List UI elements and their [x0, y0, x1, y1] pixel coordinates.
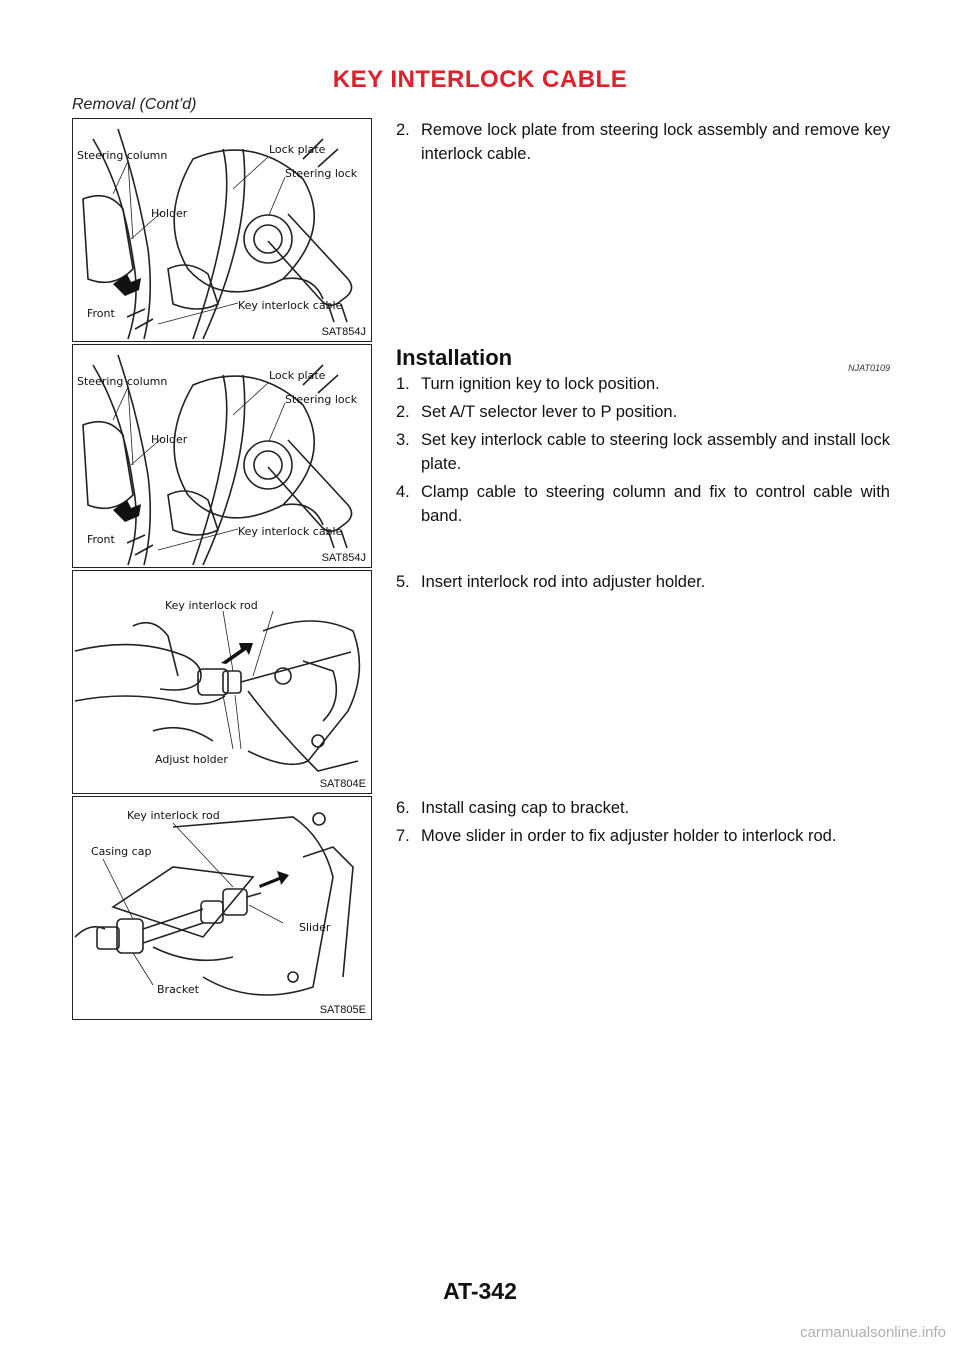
label-lock-plate: Lock plate	[269, 143, 326, 156]
step-item	[396, 824, 890, 848]
section-title: Installation	[396, 345, 513, 370]
figure-steering-lock-1	[72, 118, 372, 342]
label-steering-column: Steering column	[77, 149, 168, 162]
page-number: AT-342	[443, 1278, 517, 1304]
step-text: Install casing cap to bracket.	[421, 799, 630, 817]
step-text: Move slider in order to fix adjuster holder to interlock rod.	[421, 827, 837, 845]
label-holder: Holder	[151, 433, 188, 446]
label-key-interlock-cable: Key interlock cable	[238, 299, 343, 312]
watermark: carmanualsonline.info	[800, 1324, 946, 1341]
figure-code: SAT804E	[319, 778, 366, 790]
figure-adjust-holder	[72, 570, 372, 794]
step-item	[396, 796, 890, 820]
step-number: 7.	[396, 827, 410, 845]
figure-steering-lock-2	[72, 344, 372, 568]
label-casing-cap: Casing cap	[91, 845, 152, 858]
label-steering-column: Steering column	[77, 375, 168, 388]
label-key-interlock-rod: Key interlock rod	[165, 599, 258, 612]
step-text: Clamp cable to steering column and fix to control cable with band.	[421, 483, 890, 525]
step-number: 6.	[396, 799, 410, 817]
installation-section	[396, 344, 890, 532]
step-item	[396, 118, 890, 166]
steering-lock-illustration	[73, 345, 371, 567]
label-front: Front	[87, 533, 115, 546]
step-text: Set A/T selector lever to P position.	[421, 403, 678, 421]
page-title: KEY INTERLOCK CABLE	[332, 66, 628, 93]
section-code: NJAT0109	[848, 363, 890, 373]
label-key-interlock-cable: Key interlock cable	[238, 525, 343, 538]
installation-step-5-block	[396, 570, 890, 598]
figure-code: SAT854J	[321, 326, 366, 338]
step-item	[396, 428, 890, 476]
installation-step-6-7-block	[396, 796, 890, 852]
label-bracket: Bracket	[157, 983, 199, 996]
step-item	[396, 372, 890, 396]
label-steering-lock: Steering lock	[285, 393, 358, 406]
step-text: Remove lock plate from steering lock assembly and remove key interlock cable.	[421, 121, 890, 163]
label-steering-lock: Steering lock	[285, 167, 358, 180]
label-slider: Slider	[299, 921, 331, 934]
steering-lock-illustration	[73, 119, 371, 341]
figure-code: SAT805E	[319, 1004, 366, 1016]
step-number: 3.	[396, 431, 410, 449]
step-item	[396, 400, 890, 424]
step-item	[396, 480, 890, 528]
label-adjust-holder: Adjust holder	[155, 753, 228, 766]
page-subtitle: Removal (Cont’d)	[72, 96, 197, 113]
step-text: Set key interlock cable to steering lock assembly and install lock plate.	[421, 431, 890, 473]
step-number: 5.	[396, 573, 410, 591]
label-holder: Holder	[151, 207, 188, 220]
step-text: Turn ignition key to lock position.	[421, 375, 660, 393]
figure-casing-cap	[72, 796, 372, 1020]
step-number: 2.	[396, 121, 410, 139]
casing-cap-illustration	[73, 797, 371, 1019]
step-item	[396, 570, 890, 594]
figure-code: SAT854J	[321, 552, 366, 564]
label-lock-plate: Lock plate	[269, 369, 326, 382]
step-number: 1.	[396, 375, 410, 393]
label-key-interlock-rod: Key interlock rod	[127, 809, 220, 822]
removal-steps	[396, 118, 890, 170]
label-front: Front	[87, 307, 115, 320]
step-text: Insert interlock rod into adjuster holder.	[421, 573, 706, 591]
adjust-holder-illustration	[73, 571, 371, 793]
step-number: 4.	[396, 483, 410, 501]
step-number: 2.	[396, 403, 410, 421]
